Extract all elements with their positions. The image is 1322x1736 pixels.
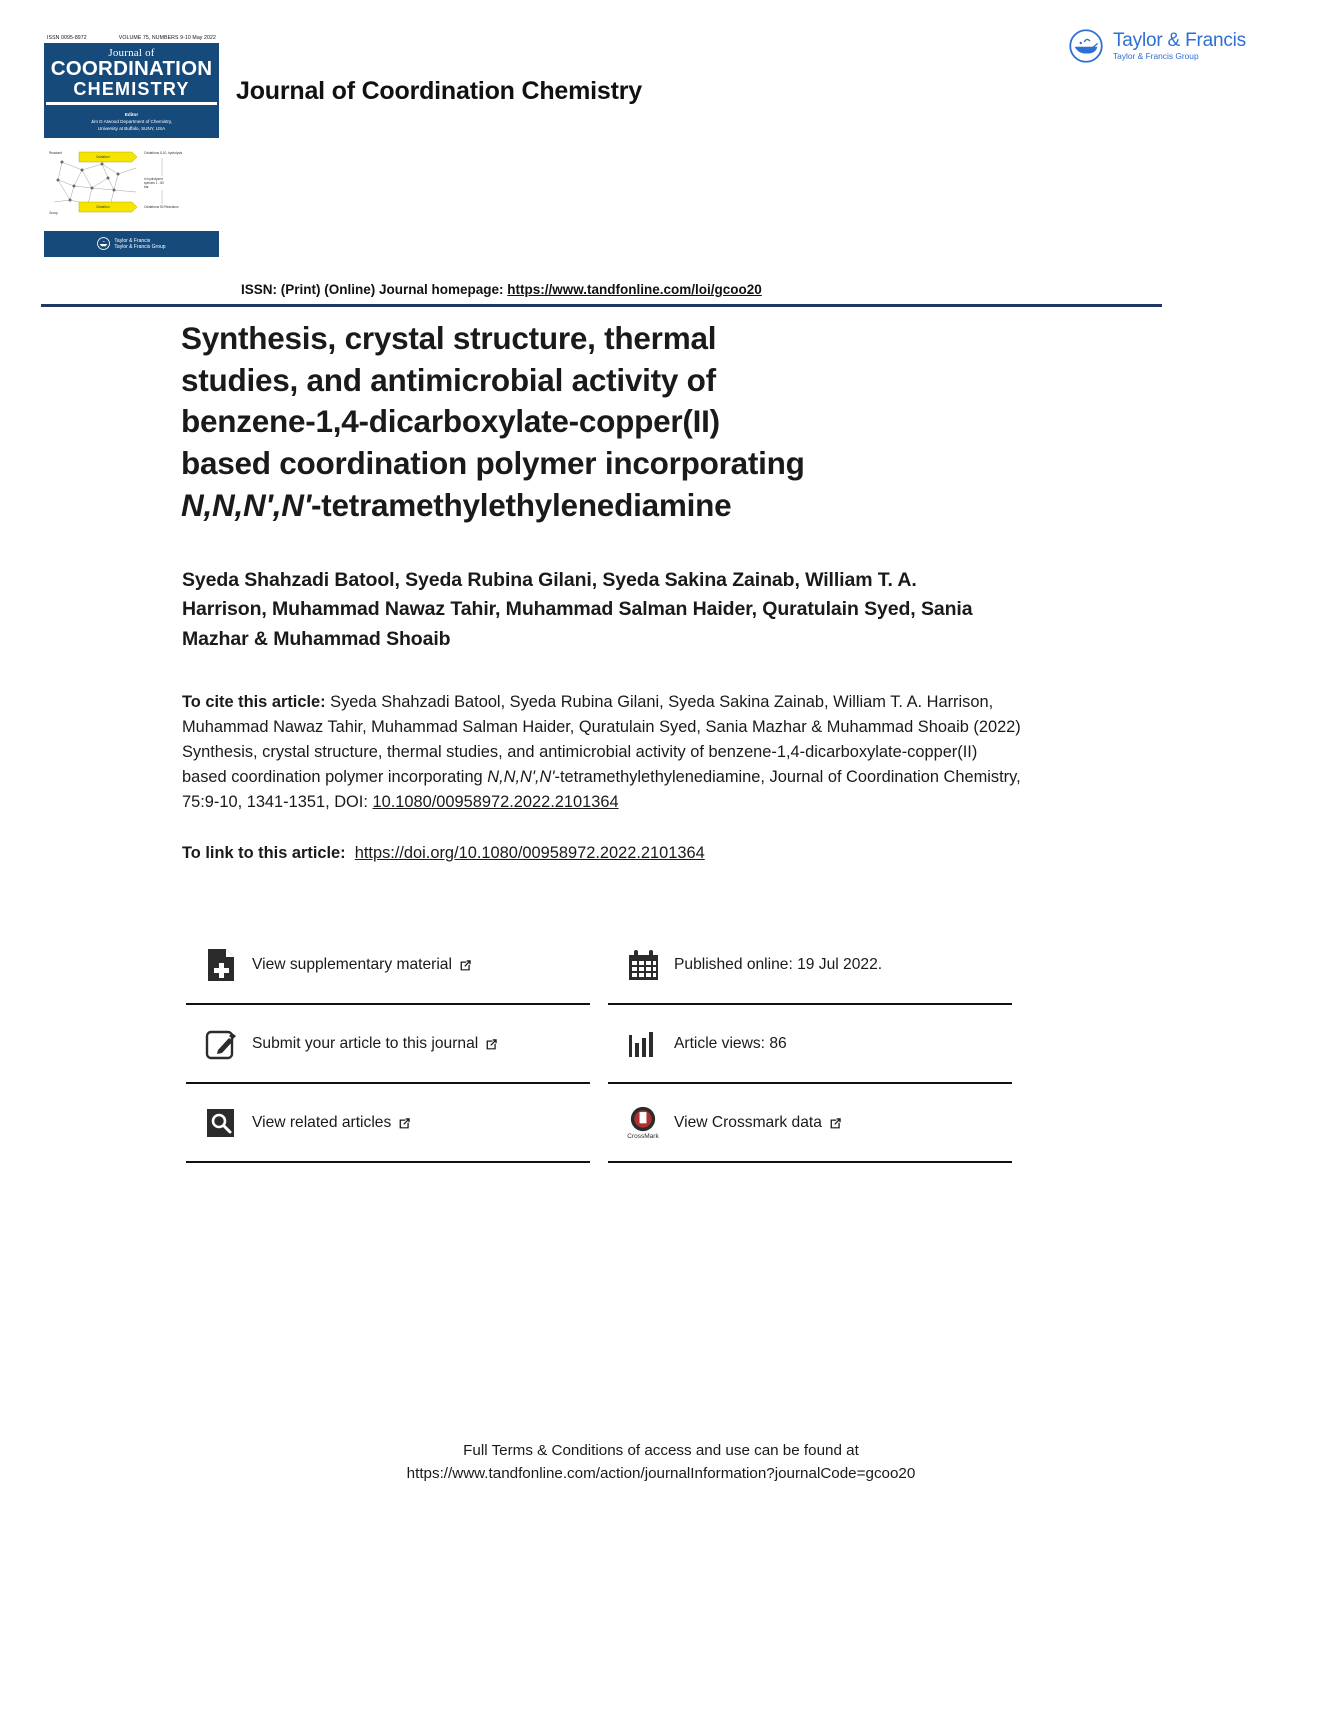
action-label — [252, 956, 472, 974]
external-link-icon — [398, 1117, 411, 1130]
publisher-logo[interactable] — [1068, 28, 1246, 64]
footer-terms-line: Full Terms & Conditions of access and use can be found at — [463, 1442, 859, 1459]
svg-text:Oxidations 50 Reactions: Oxidations 50 Reactions — [144, 204, 179, 209]
svg-text:Oxidations 5-10, hydrolysis: Oxidations 5-10, hydrolysis — [144, 150, 183, 155]
taylor-francis-lamp-icon — [97, 237, 110, 250]
link-label: To link to this article: — [182, 844, 346, 862]
action-label — [252, 1035, 498, 1053]
external-link-icon — [829, 1117, 842, 1130]
journal-title: Journal of Coordination Chemistry — [236, 77, 642, 105]
crossmark-caption: CrossMark — [627, 1133, 659, 1140]
svg-text:Group: Group — [49, 210, 58, 215]
article-title — [181, 318, 941, 527]
article-title-line-3: benzene-1,4-dicarboxylate-copper(II) — [181, 403, 720, 440]
action-text: Submit your article to this journal — [252, 1035, 479, 1052]
article-doi-url[interactable]: https://doi.org/10.1080/00958972.2022.2101364 — [354, 844, 705, 862]
action-text: View related articles — [252, 1114, 392, 1131]
taylor-francis-lamp-icon — [1068, 28, 1104, 64]
cover-journal-of: Journal of — [108, 47, 155, 60]
cover-word-coordination: COORDINATION — [50, 57, 213, 81]
action-label — [674, 956, 882, 974]
submit-pencil-icon — [204, 1027, 238, 1061]
cover-word-chemistry: CHEMISTRY — [73, 79, 190, 100]
action-article-views — [608, 1005, 1012, 1084]
related-articles-search-icon — [204, 1106, 238, 1140]
calendar-icon — [626, 948, 660, 982]
crossmark-icon — [626, 1106, 660, 1140]
svg-text:Oxidation: Oxidation — [96, 204, 110, 209]
action-text: View Crossmark data — [674, 1114, 822, 1131]
cover-editor-band — [44, 108, 219, 138]
action-published-online — [608, 926, 1012, 1005]
actions-row-2 — [186, 1005, 1012, 1084]
external-link-icon — [485, 1038, 498, 1051]
action-text: View supplementary material — [252, 956, 452, 973]
author-list: Syeda Shahzadi Batool, Syeda Rubina Gilani, Syeda Sakina Zainab, William T. A. Harrison, Muhammad Nawaz Tahir, Muhammad Salman Haider, Quratulain Syed, Sania Mazhar & Muhammad Shoaib — [182, 569, 973, 650]
cover-scheme-figure — [44, 144, 219, 222]
journal-cover-thumbnail[interactable] — [44, 36, 219, 266]
cover-publisher-band — [44, 231, 219, 257]
svg-text:bar: bar — [144, 184, 149, 189]
cover-divider — [46, 102, 217, 105]
cite-body: Syeda Shahzadi Batool, Syeda Rubina Gilani, Syeda Sakina Zainab, William T. A. Harrison, Muhammad Nawaz Tahir, Muhammad Salman Haider, Quratulain Syed, Sania Mazhar & Muhammad Shoaib (2022) Synthesis, crystal structure, thermal studies, and antimicrobial activity of benzene-1,4-dicarboxylate-copper(II) based coordination polymer incorporating — [182, 693, 1021, 786]
cover-publisher-name: Taylor & Francis — [114, 237, 151, 244]
header-divider — [41, 304, 1162, 307]
publisher-name: Taylor & Francis — [1112, 29, 1246, 51]
footer-terms-url: https://www.tandfonline.com/action/journalInformation?journalCode=gcoo20 — [406, 1464, 916, 1482]
journal-homepage-link[interactable]: https://www.tandfonline.com/loi/gcoo20 — [507, 282, 762, 297]
external-link-icon — [459, 959, 472, 972]
action-text: Article views: 86 — [674, 1035, 787, 1052]
cover-editor-line-1: Jim D Atwood Department of Chemistry, — [90, 118, 173, 124]
page-footer — [0, 1440, 1322, 1486]
article-title-line-2: studies, and antimicrobial activity of — [181, 361, 716, 398]
article-title-line-1: Synthesis, crystal structure, thermal — [181, 320, 717, 356]
svg-text:species 1 - 80: species 1 - 80 — [144, 180, 164, 185]
page-header — [0, 0, 1322, 300]
cover-editor-label: Editor — [124, 112, 139, 118]
cover-publisher-group: Taylor & Francis Group — [114, 243, 166, 250]
bar-chart-icon — [626, 1027, 660, 1061]
publisher-group: Taylor & Francis Group — [1112, 51, 1199, 62]
action-label — [252, 1114, 411, 1132]
cover-editor-line-2: University at Buffalo, SUNY, USA — [97, 125, 166, 131]
issn-homepage-line — [241, 282, 762, 297]
action-label — [674, 1035, 787, 1053]
action-view-crossmark-data[interactable] — [608, 1084, 1012, 1163]
cite-italic-part: N,N,N',N' — [487, 767, 555, 786]
article-title-tail: -tetramethylethylenediamine — [310, 486, 732, 523]
action-label — [674, 1114, 842, 1132]
article-link-line — [182, 841, 1022, 866]
article-title-italic-part: N,N,N',N' — [181, 486, 311, 523]
action-view-supplementary-material[interactable] — [186, 926, 590, 1005]
article-actions-grid — [186, 926, 1012, 1163]
cite-label: To cite this article: — [182, 693, 326, 711]
action-submit-article[interactable] — [186, 1005, 590, 1084]
cite-tail: -tetramethylethylenediamine, Journal of Coordination Chemistry, 75:9-10, 1341-1351, — [182, 767, 1021, 811]
issn-label: ISSN: (Print) (Online) Journal homepage: — [241, 282, 504, 297]
article-title-line-4: based coordination polymer incorporating — [181, 445, 805, 482]
svg-text:Oxidation: Oxidation — [96, 154, 110, 159]
doi-link[interactable]: 10.1080/00958972.2022.2101364 — [372, 792, 619, 811]
cover-issn: ISSN 0095-8972 — [47, 35, 87, 41]
doi-label: DOI: — [334, 792, 368, 811]
cover-issn-row — [44, 36, 219, 43]
actions-row-1 — [186, 926, 1012, 1005]
cover-volume: VOLUME 75, NUMBERS 9-10 May 2022 — [118, 35, 216, 41]
svg-text:Reactant: Reactant — [49, 150, 62, 155]
action-view-related-articles[interactable] — [186, 1084, 590, 1163]
action-text: Published online: 19 Jul 2022. — [674, 956, 883, 973]
svg-text:in hydrolysed: in hydrolysed — [144, 176, 163, 181]
actions-row-3 — [186, 1084, 1012, 1163]
cover-title-band — [44, 43, 219, 108]
supplementary-file-icon — [204, 948, 238, 982]
citation-block — [182, 690, 1022, 815]
